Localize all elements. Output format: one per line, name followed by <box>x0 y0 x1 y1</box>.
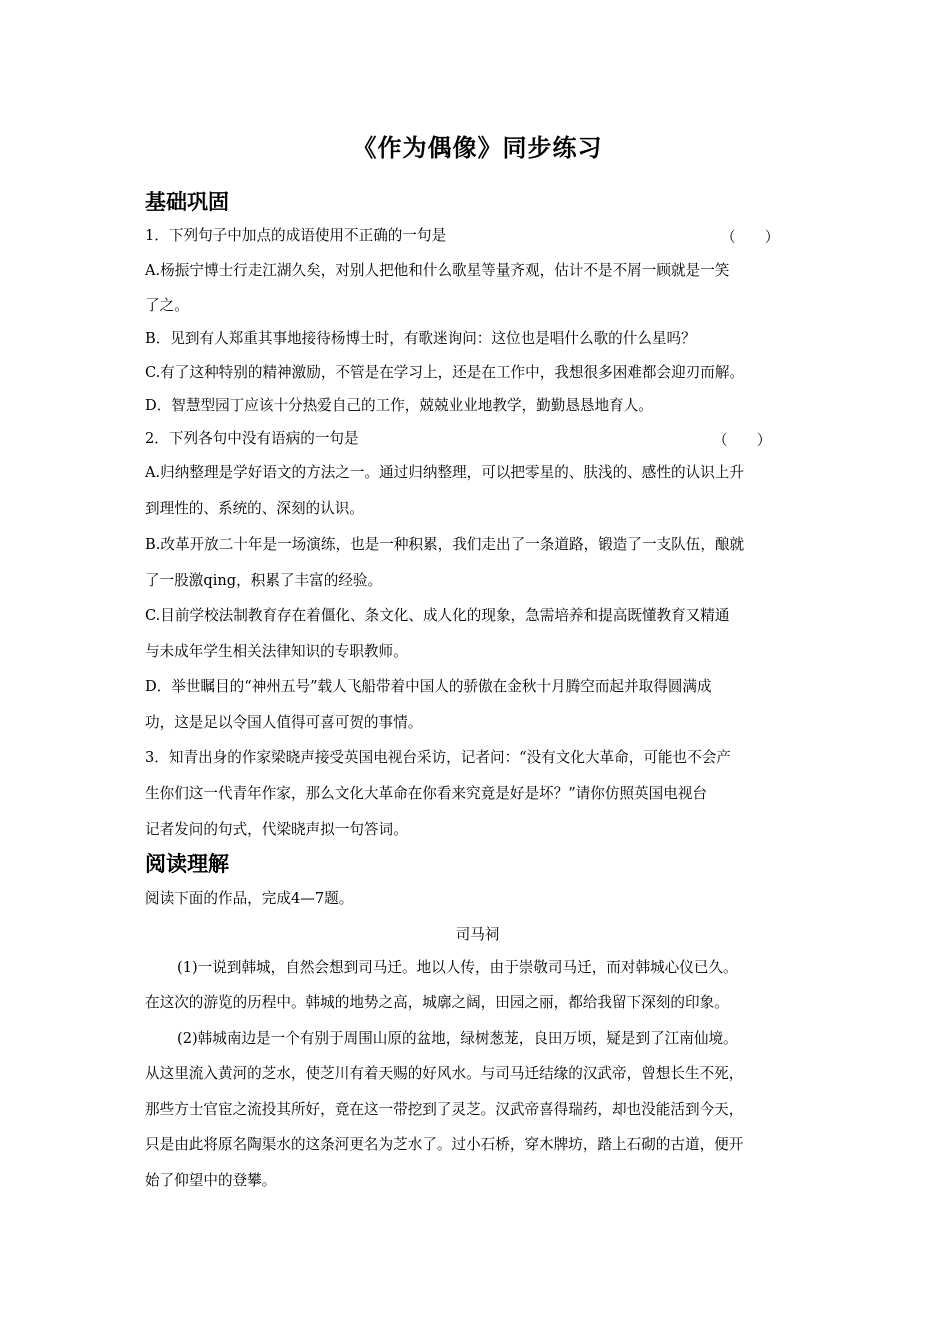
question-2-option-b: B.改革开放二十年是一场演练，也是一种积累，我们走出了一条道路，锻造了一支队伍，酿就 <box>145 536 745 553</box>
paragraph-2-line-2: 从这里流入黄河的芝水，使芝川有着天赐的好风水。与司马迁结缘的汉武帝，曾想长生不死， <box>145 1065 744 1082</box>
question-3-line-2: 生你们这一代青年作家，那么文化大革命在你看来究竟是好是坏？”请你仿照英国电视台 <box>145 785 708 802</box>
question-1-stem: 1．下列句子中加点的成语使用不正确的一句是 <box>145 227 447 244</box>
paragraph-2-line-4: 只是由此将原名陶渠水的这条河更名为芝水了。过小石桥，穿木牌坊，踏上石砌的古道，便开 <box>145 1136 744 1153</box>
section-heading-reading: 阅读理解 <box>145 852 229 876</box>
section-heading-basics: 基础巩固 <box>145 190 229 214</box>
question-2-option-d-cont: 功，这是足以令国人值得可喜可贺的事情。 <box>145 714 423 731</box>
question-2-option-c-cont: 与未成年学生相关法律知识的专职教师。 <box>145 643 408 660</box>
question-2-option-d: D．举世瞩目的“神州五号”载人飞船带着中国人的骄傲在金秋十月腾空而起并取得圆满成 <box>145 678 712 695</box>
question-1-option-a-cont: 了之。 <box>145 297 189 314</box>
question-2-stem: 2．下列各句中没有语病的一句是 <box>145 430 359 447</box>
question-2-option-b-cont: 了一股激qing，积累了丰富的经验。 <box>145 572 383 589</box>
question-2-answer-blank: （ ） <box>713 432 772 449</box>
paragraph-1-line-1: (1)一说到韩城，自然会想到司马迁。地以人传，由于崇敬司马迁，而对韩城心仪已久。 <box>177 959 738 976</box>
paragraph-2-line-5: 始了仰望中的登攀。 <box>145 1172 277 1189</box>
passage-title: 司马祠 <box>455 926 500 943</box>
question-1-option-b: B．见到有人郑重其事地接待杨博士时，有歌迷询问：这位也是唱什么歌的什么星吗？ <box>145 330 696 347</box>
question-1-option-c: C.有了这种特别的精神激励，不管是在学习上，还是在工作中，我想很多困难都会迎刃而解。 <box>145 364 745 381</box>
paragraph-1-line-2: 在这次的游览的历程中。韩城的地势之高，城廓之阔，田园之丽，都给我留下深刻的印象。 <box>145 994 729 1011</box>
question-3-line-1: 3．知青出身的作家梁晓声接受英国电视台采访，记者问：“没有文化大革命，可能也不会产 <box>145 749 731 766</box>
question-2-option-c: C.目前学校法制教育存在着僵化、条文化、成人化的现象，急需培养和提高既懂教育又精通 <box>145 607 730 624</box>
question-3-line-3: 记者发问的句式，代梁晓声拟一句答词。 <box>145 821 408 838</box>
question-1-option-a: A.杨振宁博士行走江湖久矣，对别人把他和什么歌星等量齐观，估计不是不屑一顾就是一笑 <box>145 262 730 279</box>
page-title: 《作为偶像》同步练习 <box>352 134 603 162</box>
paragraph-2-line-1: (2)韩城南边是一个有别于周围山原的盆地，绿树葱茏，良田万顷，疑是到了江南仙境。 <box>177 1030 738 1047</box>
paragraph-2-line-3: 那些方士官宦之流投其所好，竟在这一带挖到了灵芝。汉武帝喜得瑞药，却也没能活到今天， <box>145 1101 744 1118</box>
question-2-option-a-cont: 到理性的、系统的、深刻的认识。 <box>145 500 364 517</box>
question-1-answer-blank: （ ） <box>721 229 780 246</box>
reading-intro: 阅读下面的作品，完成4—7题。 <box>145 890 354 907</box>
question-2-option-a: A.归纳整理是学好语文的方法之一。通过归纳整理，可以把零星的、肤浅的、感性的认识上升 <box>145 464 744 481</box>
question-1-option-d: D．智慧型园丁应该十分热爱自己的工作，兢兢业业地教学，勤勤恳恳地育人。 <box>145 397 653 414</box>
